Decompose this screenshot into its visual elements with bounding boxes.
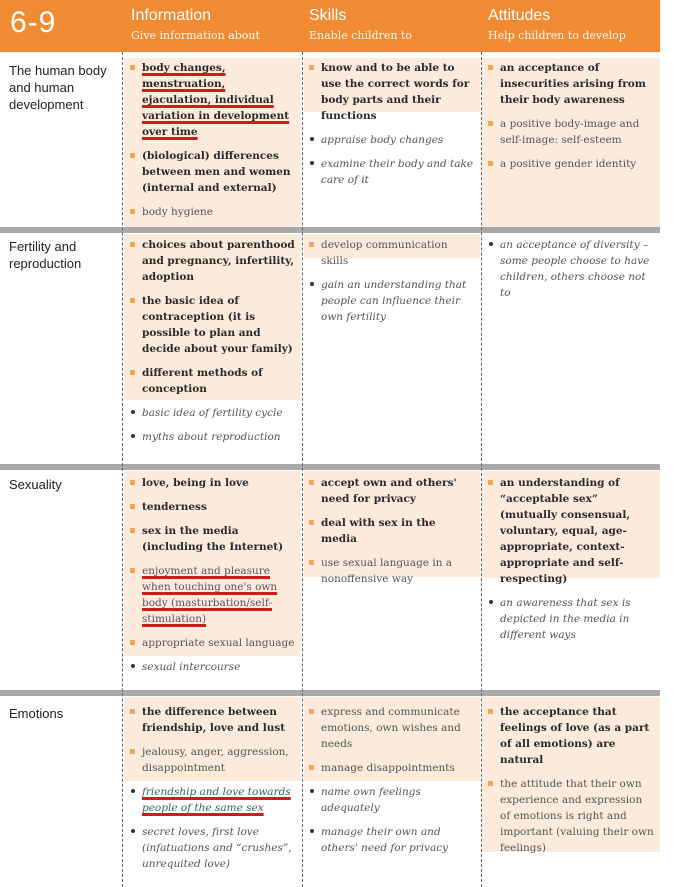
item-text: an acceptance of insecurities arising from their body awareness <box>500 62 646 106</box>
column-divider <box>481 52 482 887</box>
item-text: love, being in love <box>142 477 249 489</box>
list-item <box>309 555 475 587</box>
item-text: deal with sex in the media <box>321 517 436 545</box>
item-text: appraise body changes <box>321 134 444 146</box>
cell-attitudes <box>488 475 654 651</box>
column-header-information <box>131 6 260 43</box>
square-bullet-icon <box>309 242 314 247</box>
list-item <box>130 784 296 816</box>
column-subtitle: Help children to develop <box>488 29 626 42</box>
square-bullet-icon <box>130 640 135 645</box>
square-bullet-icon <box>130 242 135 247</box>
square-bullet-icon <box>488 121 493 126</box>
list-item <box>130 635 296 651</box>
item-text: manage their own and others' need for privacy <box>321 826 449 854</box>
list-item <box>130 60 296 140</box>
column-title: Attitudes <box>488 7 551 24</box>
item-text: examine their body and take care of it <box>321 158 474 186</box>
square-bullet-icon <box>130 65 135 70</box>
square-bullet-icon <box>130 749 135 754</box>
cell-skills <box>309 704 475 864</box>
dot-bullet-icon <box>310 161 314 165</box>
list-item <box>309 704 475 752</box>
list-item <box>488 60 654 108</box>
item-text: body hygiene <box>142 206 213 218</box>
list-item <box>130 365 296 397</box>
square-bullet-icon <box>130 209 135 214</box>
list-item <box>309 824 475 856</box>
item-text: sex in the media (including the Internet) <box>142 525 284 553</box>
item-text: the difference between friendship, love and lust <box>142 706 286 734</box>
dot-bullet-icon <box>489 600 493 604</box>
square-bullet-icon <box>130 528 135 533</box>
item-text: a positive body-image and self-image: self-esteem <box>500 118 640 146</box>
item-text: manage disappointments <box>321 762 455 774</box>
row-separator <box>0 227 660 233</box>
cell-information <box>130 704 296 880</box>
topic-label: Emotions <box>9 706 64 721</box>
column-divider <box>122 52 123 887</box>
item-text: gain an understanding that people can influence their own fertility <box>321 279 467 323</box>
item-text: (biological) differences between men and women (internal and external) <box>142 150 291 194</box>
item-text: an acceptance of diversity – some people choose to have children, others choose not to <box>500 239 650 299</box>
list-item <box>488 156 654 172</box>
item-text: appropriate sexual language <box>142 637 295 649</box>
dot-bullet-icon <box>131 829 135 833</box>
dot-bullet-icon <box>310 789 314 793</box>
square-bullet-icon <box>130 568 135 573</box>
column-header-skills <box>309 6 412 43</box>
dot-bullet-icon <box>131 410 135 414</box>
list-item <box>309 277 475 325</box>
dot-bullet-icon <box>310 829 314 833</box>
column-subtitle: Enable children to <box>309 29 412 42</box>
item-text: a positive gender identity <box>500 158 637 170</box>
column-subtitle: Give information about <box>131 29 260 42</box>
square-bullet-icon <box>309 65 314 70</box>
cell-skills <box>309 237 475 333</box>
cell-information <box>130 60 296 228</box>
square-bullet-icon <box>488 161 493 166</box>
list-item <box>130 499 296 515</box>
square-bullet-icon <box>130 480 135 485</box>
list-item <box>130 744 296 776</box>
item-text: accept own and others' need for privacy <box>321 477 457 505</box>
item-text: develop communication skills <box>321 239 448 267</box>
item-text: jealousy, anger, aggression, disappointment <box>142 746 289 774</box>
list-item <box>309 760 475 776</box>
dot-bullet-icon <box>131 789 135 793</box>
square-bullet-icon <box>488 65 493 70</box>
item-text: enjoyment and pleasure when touching one's own body (masturbation/self-stimulation) <box>142 565 278 625</box>
column-header-attitudes <box>488 6 626 43</box>
item-text: sexual intercourse <box>142 661 241 673</box>
list-item <box>488 776 654 856</box>
list-item <box>309 475 475 507</box>
cell-skills <box>309 60 475 196</box>
dot-bullet-icon <box>310 137 314 141</box>
square-bullet-icon <box>488 709 493 714</box>
list-item <box>488 475 654 587</box>
list-item <box>309 237 475 269</box>
square-bullet-icon <box>130 153 135 158</box>
square-bullet-icon <box>309 480 314 485</box>
dot-bullet-icon <box>131 434 135 438</box>
cell-attitudes <box>488 704 654 864</box>
list-item <box>309 132 475 148</box>
item-text: the acceptance that feelings of love (as a part of all emotions) are natural <box>500 706 650 766</box>
square-bullet-icon <box>309 709 314 714</box>
item-text: know and to be able to use the correct words for body parts and their functions <box>321 62 470 122</box>
list-item <box>130 523 296 555</box>
list-item <box>130 475 296 491</box>
dot-bullet-icon <box>131 664 135 668</box>
list-item <box>488 116 654 148</box>
list-item <box>309 60 475 124</box>
square-bullet-icon <box>488 480 493 485</box>
age-range-label: 6-9 <box>10 6 57 39</box>
column-title: Skills <box>309 7 347 24</box>
list-item <box>130 405 296 421</box>
square-bullet-icon <box>130 504 135 509</box>
row-separator <box>0 464 660 470</box>
column-divider <box>302 52 303 887</box>
list-item <box>130 659 296 675</box>
item-text: different methods of conception <box>142 367 263 395</box>
item-text: choices about parenthood and pregnancy, infertility, adoption <box>142 239 295 283</box>
cell-attitudes <box>488 237 654 309</box>
dot-bullet-icon <box>489 242 493 246</box>
item-text: express and communicate emotions, own wishes and needs <box>321 706 461 750</box>
item-text: secret loves, first love (infatuations and “crushes”, unrequited love) <box>142 826 292 870</box>
square-bullet-icon <box>130 709 135 714</box>
item-text: the attitude that their own experience and expression of emotions is right and important (valuing their own feelings) <box>500 778 654 854</box>
item-text: myths about reproduction <box>142 431 281 443</box>
table-header <box>0 0 660 52</box>
topic-label: The human body and human development <box>9 63 107 112</box>
list-item <box>309 515 475 547</box>
item-text: the basic idea of contraception (it is possible to plan and decide about your family) <box>142 295 293 355</box>
square-bullet-icon <box>309 765 314 770</box>
list-item <box>309 156 475 188</box>
item-text: friendship and love towards people of the same sex <box>142 786 291 814</box>
item-text: name own feelings adequately <box>321 786 421 814</box>
cell-information <box>130 475 296 683</box>
item-text: tenderness <box>142 501 207 513</box>
square-bullet-icon <box>488 781 493 786</box>
square-bullet-icon <box>309 520 314 525</box>
item-text: basic idea of fertility cycle <box>142 407 283 419</box>
list-item <box>130 429 296 445</box>
square-bullet-icon <box>309 560 314 565</box>
item-text: body changes, menstruation, ejaculation, individual variation in development over time <box>142 62 290 138</box>
list-item <box>130 293 296 357</box>
row-separator <box>0 690 660 696</box>
list-item <box>130 563 296 627</box>
item-text: an understanding of “acceptable sex” (mutually consensual, voluntary, equal, age-appropriate, context-appropriate and self-respecting) <box>500 477 630 585</box>
list-item <box>130 824 296 872</box>
cell-information <box>130 237 296 453</box>
list-item <box>309 784 475 816</box>
item-text: use sexual language in a nonoffensive way <box>321 557 453 585</box>
column-title: Information <box>131 7 212 24</box>
item-text: an awareness that sex is depicted in the media in different ways <box>500 597 631 641</box>
dot-bullet-icon <box>310 282 314 286</box>
list-item <box>488 704 654 768</box>
list-item <box>488 237 654 301</box>
cell-attitudes <box>488 60 654 180</box>
list-item <box>130 237 296 285</box>
list-item <box>130 148 296 196</box>
list-item <box>130 704 296 736</box>
topic-label: Sexuality <box>9 477 62 492</box>
list-item <box>130 204 296 220</box>
list-item <box>488 595 654 643</box>
square-bullet-icon <box>130 298 135 303</box>
topic-label: Fertility and reproduction <box>9 239 82 271</box>
cell-skills <box>309 475 475 595</box>
square-bullet-icon <box>130 370 135 375</box>
